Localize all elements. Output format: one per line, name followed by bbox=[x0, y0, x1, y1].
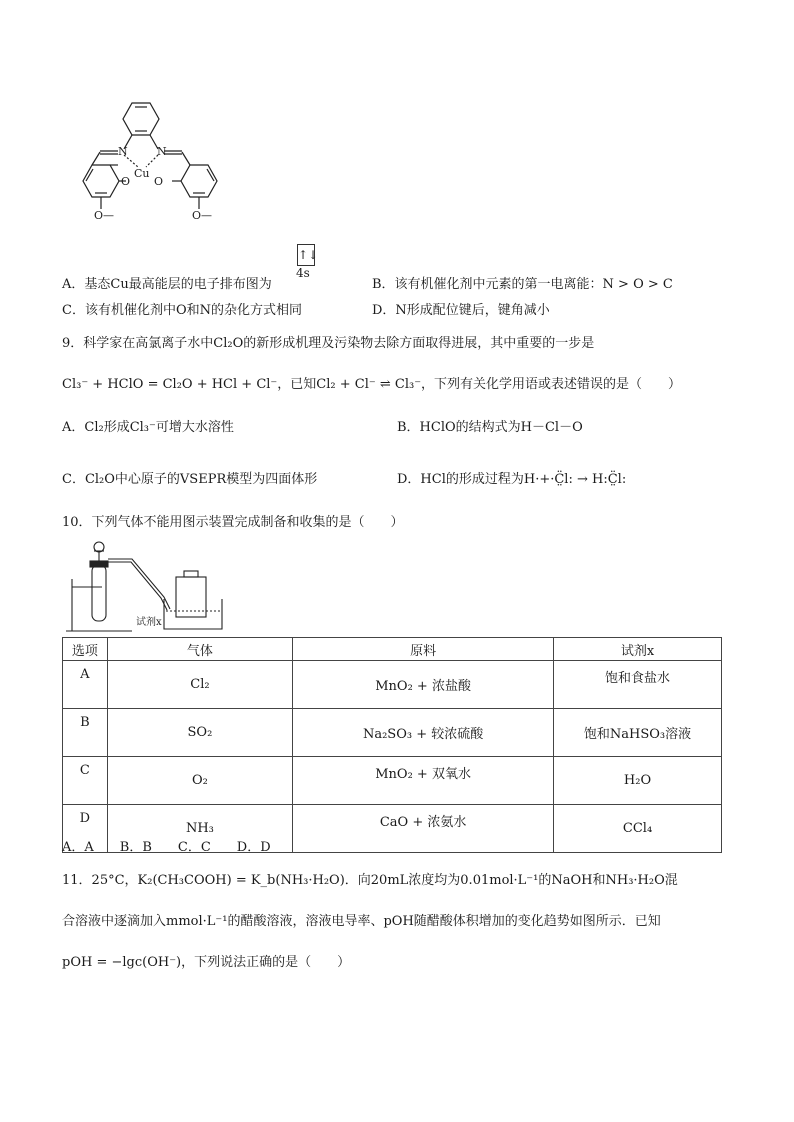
orbital-label: 4s bbox=[296, 266, 310, 280]
atom-cu: Cu bbox=[134, 167, 150, 180]
table-cell: O₂ bbox=[107, 757, 292, 805]
q11-line-2: 合溶液中逐滴加入mmol·L⁻¹的醋酸溶液，溶液电导率、pOH随醋酸体积增加的变化趋势如图所示．已知 bbox=[62, 914, 661, 929]
table-cell: CaO + 浓氨水 bbox=[293, 805, 554, 853]
gas-apparatus-diagram bbox=[62, 537, 242, 635]
q9-option-d: D．HCl的形成过程为H·+·C̤̈l: → H:C̤̈l: bbox=[397, 472, 627, 487]
atom-o-1: O bbox=[121, 175, 131, 188]
table-header: 气体 bbox=[107, 638, 292, 661]
table-cell: NH₃ bbox=[107, 805, 292, 853]
q11-line-1: 11．25°C，K₂(CH₃COOH) = K_b(NH₃·H₂O)．向20mL浓度均为0.01mol·L⁻¹的NaOH和NH₃·H₂O混 bbox=[62, 873, 678, 888]
table-header: 原料 bbox=[293, 638, 554, 661]
table-row bbox=[63, 709, 722, 757]
table-cell: MnO₂ + 双氧水 bbox=[293, 757, 554, 805]
atom-o-2: O bbox=[154, 175, 164, 188]
reagent-x-label: 试剂x bbox=[136, 617, 162, 628]
copper-complex-structure bbox=[60, 95, 230, 225]
q9-stem: 9．科学家在高氯离子水中Cl₂O的新形成机理及污染物去除方面取得进展，其中重要的一步是 bbox=[62, 336, 595, 351]
table-header: 选项 bbox=[63, 638, 108, 661]
q9-option-b: B．HClO的结构式为H－Cl－O bbox=[397, 420, 583, 435]
table-cell: Cl₂ bbox=[107, 661, 292, 709]
table-cell: A bbox=[63, 661, 108, 709]
table-cell: CCl₄ bbox=[554, 805, 722, 853]
orbital-diagram-4s bbox=[294, 244, 330, 284]
q8-option-b: B．该有机催化剂中元素的第一电离能：N > O > C bbox=[372, 277, 673, 292]
table-cell: 饱和NaHSO₃溶液 bbox=[554, 709, 722, 757]
table-cell: Na₂SO₃ + 较浓硫酸 bbox=[293, 709, 554, 757]
table-cell: B bbox=[63, 709, 108, 757]
table-row bbox=[63, 661, 722, 709]
table-row bbox=[63, 757, 722, 805]
atom-n-left: N bbox=[118, 145, 128, 158]
atom-n-right: N bbox=[157, 145, 167, 158]
table-cell: D bbox=[63, 805, 108, 853]
table-header: 试剂x bbox=[554, 638, 722, 661]
q10-choices: A．A B．B C．C D．D bbox=[62, 840, 271, 855]
orbital-box: ↑↓ bbox=[297, 244, 315, 266]
table-cell: SO₂ bbox=[107, 709, 292, 757]
q10-options-table bbox=[62, 637, 722, 853]
table-header-row bbox=[63, 638, 722, 661]
q8-option-d: D．N形成配位键后，键角减小 bbox=[372, 303, 550, 318]
q9-option-c: C．Cl₂O中心原子的VSEPR模型为四面体形 bbox=[62, 472, 318, 487]
q8-option-a: A．基态Cu最高能层的电子排布图为 bbox=[62, 277, 272, 292]
methoxy-right: O— bbox=[192, 209, 213, 222]
methoxy-left: O— bbox=[94, 209, 115, 222]
table-cell: H₂O bbox=[554, 757, 722, 805]
table-cell: MnO₂ + 浓盐酸 bbox=[293, 661, 554, 709]
q11-line-3: pOH = −lgc(OH⁻)，下列说法正确的是（ ） bbox=[62, 955, 351, 970]
q9-option-a: A．Cl₂形成Cl₃⁻可增大水溶性 bbox=[62, 420, 234, 435]
q9-equation: Cl₃⁻ + HClO = Cl₂O + HCl + Cl⁻，已知Cl₂ + Cl⁻ ⇌ Cl₃⁻，下列有关化学用语或表述错误的是（ ） bbox=[62, 377, 682, 392]
table-cell: 饱和食盐水 bbox=[554, 661, 722, 709]
q10-stem: 10．下列气体不能用图示装置完成制备和收集的是（ ） bbox=[62, 515, 404, 530]
q8-option-c: C．该有机催化剂中O和N的杂化方式相同 bbox=[62, 303, 302, 318]
table-cell: C bbox=[63, 757, 108, 805]
